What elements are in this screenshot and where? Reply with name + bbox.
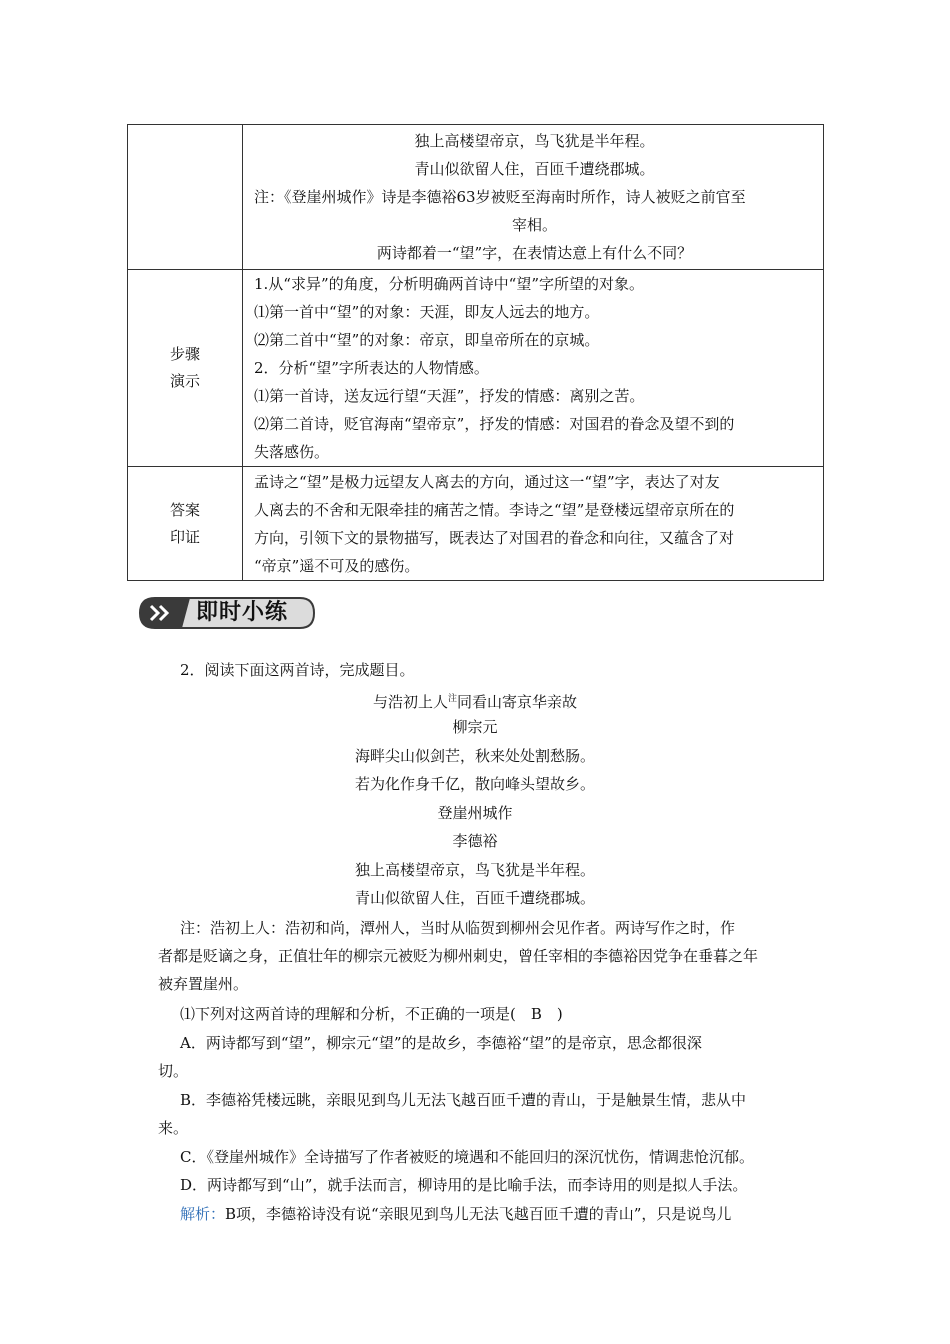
section-banner — [138, 596, 316, 630]
analysis-text: B项，李德裕诗没有说“亲眼见到鸟儿无法飞越百匝千遭的青山”，只是说鸟儿 — [225, 1205, 732, 1223]
question-stem: ⑴下列对这两首诗的理解和分析，不正确的一项是( B ) — [180, 1005, 563, 1023]
answer-cell — [243, 467, 824, 581]
answer-line: 人离去的不舍和无限牵挂的痛苦之情。李诗之“望”是登楼远望帝京所在的 — [254, 500, 735, 519]
poem2-author: 李德裕 — [452, 832, 498, 850]
note-line: 注：浩初上人：浩初和尚，潭州人，当时从临贺到柳州会见作者。两诗写作之时，作 — [180, 919, 736, 937]
note-line: 宰相。 — [511, 216, 557, 234]
poem1-author: 柳宗元 — [452, 718, 498, 736]
poem2-line: 青山似欲留人住，百匝千遭绕郡城。 — [354, 889, 595, 907]
question-line: 两诗都着一“望”字，在表情达意上有什么不同？ — [376, 244, 693, 262]
option-b: B．李德裕凭楼远眺，亲眼见到鸟儿无法飞越百匝千遭的青山，于是触景生情，悲从中 — [180, 1091, 747, 1109]
step-line: ⑴第一首诗，送友远行望“天涯”，抒发的情感：离别之苦。 — [254, 387, 645, 405]
answer-line: 孟诗之“望”是极力远望友人离去的方向，通过这一“望”字，表达了对友 — [254, 472, 720, 491]
step-line: 失落感伤。 — [254, 443, 330, 461]
option-d: D．两诗都写到“山”，就手法而言，柳诗用的是比喻手法，而李诗用的则是拟人手法。 — [180, 1176, 748, 1194]
answer-line: “帝京”遥不可及的感伤。 — [254, 556, 420, 575]
poem1-title: 与浩初上人$^注$同看山寄京华亲故 — [372, 693, 578, 711]
table-row-answer — [128, 467, 824, 581]
option-a-cont: 切。 — [158, 1062, 189, 1080]
step-line: ⑵第二首中“望”的对象：帝京，即皇帝所在的京城。 — [254, 331, 600, 349]
note-line: 者都是贬谪之身，正值壮年的柳宗元被贬为柳州刺史，曾任宰相的李德裕因党争在垂暮之年 — [158, 947, 759, 965]
poem-line: 独上高楼望帝京，鸟飞犹是半年程。 — [414, 132, 655, 150]
note-line: 被弃置崖州。 — [158, 975, 249, 993]
row-label-answer: 答案 印证 — [128, 467, 243, 581]
exercise-intro: 2．阅读下面这两首诗，完成题目。 — [180, 661, 415, 679]
banner-title: 即时小练 — [196, 600, 289, 625]
note-line: 注：《登崖州城作》诗是李德裕63岁被贬至海南时所作，诗人被贬之前官至 — [254, 188, 746, 206]
footnote-mark: 注 — [447, 694, 457, 704]
step-line: 1.从“求异”的角度，分析明确两首诗中“望”字所望的对象。 — [254, 275, 644, 293]
analysis-line — [180, 1200, 820, 1229]
question-cell — [243, 125, 824, 270]
poem1-line: 海畔尖山似剑芒，秋来处处割愁肠。 — [354, 747, 595, 765]
method-guide-table — [127, 124, 824, 581]
row-label-steps: 步骤 演示 — [128, 270, 243, 467]
option-c: C．《登崖州城作》全诗描写了作者被贬的境遇和不能回归的深沉忧伤，情调悲怆沉郁。 — [180, 1148, 754, 1166]
step-line: ⑵第二首诗，贬官海南“望帝京”，抒发的情感：对国君的眷念及望不到的 — [254, 415, 735, 433]
table-row-question — [128, 125, 824, 270]
row-label-empty — [128, 125, 243, 270]
analysis-label: 解析： — [180, 1205, 226, 1223]
table-row-steps — [128, 270, 824, 467]
poem-line: 青山似欲留人住，百匝千遭绕郡城。 — [414, 160, 655, 178]
option-a: A．两诗都写到“望”，柳宗元“望”的是故乡，李德裕“望”的是帝京，思念都很深 — [180, 1034, 702, 1052]
step-line: 2．分析“望”字所表达的人物情感。 — [254, 359, 489, 377]
option-b-cont: 来。 — [158, 1119, 189, 1137]
step-line: ⑴第一首中“望”的对象：天涯，即友人远去的地方。 — [254, 303, 600, 321]
poem2-title: 登崖州城作 — [437, 804, 513, 822]
poem2-line: 独上高楼望帝京，鸟飞犹是半年程。 — [354, 861, 595, 879]
steps-cell — [243, 270, 824, 467]
poem1-line: 若为化作身千亿，散向峰头望故乡。 — [354, 775, 595, 793]
answer-line: 方向，引领下文的景物描写，既表达了对国君的眷念和向往，又蕴含了对 — [254, 528, 735, 547]
